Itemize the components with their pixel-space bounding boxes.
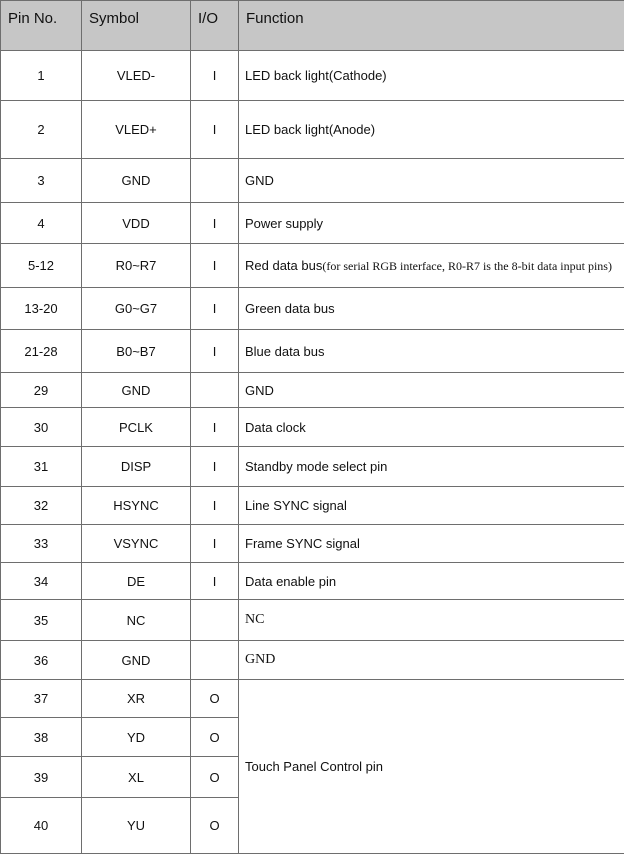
pin-cell: 32 — [1, 487, 82, 525]
io-cell: I — [191, 525, 239, 563]
pin-cell: 39 — [1, 757, 82, 798]
pin-cell: 37 — [1, 680, 82, 718]
symbol-cell: VSYNC — [82, 525, 191, 563]
io-cell: I — [191, 447, 239, 487]
symbol-cell: VLED+ — [82, 101, 191, 159]
symbol-cell: G0~G7 — [82, 288, 191, 330]
table-row — [1, 680, 624, 718]
pin-cell: 21-28 — [1, 330, 82, 373]
symbol-cell: YD — [82, 718, 191, 757]
symbol-cell: GND — [82, 641, 191, 680]
table-row — [1, 244, 624, 288]
table-row — [1, 487, 624, 525]
function-cell: Blue data bus — [239, 330, 624, 373]
io-cell: I — [191, 203, 239, 244]
pin-cell: 38 — [1, 718, 82, 757]
pin-cell: 30 — [1, 408, 82, 447]
function-cell: GND — [239, 641, 624, 680]
pin-cell: 13-20 — [1, 288, 82, 330]
io-cell: O — [191, 757, 239, 798]
table-row — [1, 563, 624, 600]
io-cell: I — [191, 288, 239, 330]
io-cell: O — [191, 718, 239, 757]
symbol-cell: VDD — [82, 203, 191, 244]
io-cell — [191, 373, 239, 408]
io-cell: I — [191, 408, 239, 447]
table-row — [1, 600, 624, 641]
function-cell: NC — [239, 600, 624, 641]
table-row — [1, 641, 624, 680]
pin-cell: 2 — [1, 101, 82, 159]
function-cell: Data enable pin — [239, 563, 624, 600]
io-cell: I — [191, 244, 239, 288]
header-pin-no: Pin No. — [1, 1, 82, 51]
pin-cell: 34 — [1, 563, 82, 600]
symbol-cell: GND — [82, 159, 191, 203]
pin-cell: 3 — [1, 159, 82, 203]
table-row — [1, 101, 624, 159]
pin-cell: 40 — [1, 798, 82, 854]
table-row — [1, 408, 624, 447]
header-function: Function — [239, 1, 624, 51]
function-cell-merged: Touch Panel Control pin — [239, 680, 624, 854]
pin-cell: 1 — [1, 51, 82, 101]
io-cell — [191, 600, 239, 641]
header-symbol: Symbol — [82, 1, 191, 51]
symbol-cell: PCLK — [82, 408, 191, 447]
io-cell: I — [191, 330, 239, 373]
function-cell: Power supply — [239, 203, 624, 244]
table-row — [1, 288, 624, 330]
symbol-cell: YU — [82, 798, 191, 854]
io-cell: O — [191, 680, 239, 718]
symbol-cell: B0~B7 — [82, 330, 191, 373]
pin-cell: 35 — [1, 600, 82, 641]
io-cell: I — [191, 101, 239, 159]
symbol-cell: XR — [82, 680, 191, 718]
pin-cell: 29 — [1, 373, 82, 408]
function-cell: Green data bus — [239, 288, 624, 330]
pin-cell: 5-12 — [1, 244, 82, 288]
function-cell — [239, 244, 624, 288]
table-row — [1, 159, 624, 203]
pin-cell: 36 — [1, 641, 82, 680]
io-cell: O — [191, 798, 239, 854]
function-cell: GND — [239, 373, 624, 408]
header-row — [1, 1, 624, 51]
symbol-cell: R0~R7 — [82, 244, 191, 288]
function-cell: Frame SYNC signal — [239, 525, 624, 563]
table-row — [1, 51, 624, 101]
function-cell: Standby mode select pin — [239, 447, 624, 487]
function-cell: Line SYNC signal — [239, 487, 624, 525]
pin-cell: 33 — [1, 525, 82, 563]
io-cell: I — [191, 563, 239, 600]
function-note: (for serial RGB interface, R0-R7 is the 8-bit data input pins) — [322, 258, 612, 273]
table-row — [1, 447, 624, 487]
symbol-cell: VLED- — [82, 51, 191, 101]
io-cell: I — [191, 51, 239, 101]
function-cell: LED back light(Anode) — [239, 101, 624, 159]
function-text: Red data bus — [245, 257, 323, 273]
header-io: I/O — [191, 1, 239, 51]
io-cell: I — [191, 487, 239, 525]
symbol-cell: GND — [82, 373, 191, 408]
table-row — [1, 525, 624, 563]
pin-cell: 31 — [1, 447, 82, 487]
pin-cell: 4 — [1, 203, 82, 244]
table-row — [1, 330, 624, 373]
function-cell: GND — [239, 159, 624, 203]
symbol-cell: DE — [82, 563, 191, 600]
io-cell — [191, 641, 239, 680]
symbol-cell: HSYNC — [82, 487, 191, 525]
function-cell: LED back light(Cathode) — [239, 51, 624, 101]
symbol-cell: DISP — [82, 447, 191, 487]
symbol-cell: XL — [82, 757, 191, 798]
table-row — [1, 373, 624, 408]
io-cell — [191, 159, 239, 203]
function-cell: Data clock — [239, 408, 624, 447]
symbol-cell: NC — [82, 600, 191, 641]
table-row — [1, 203, 624, 244]
